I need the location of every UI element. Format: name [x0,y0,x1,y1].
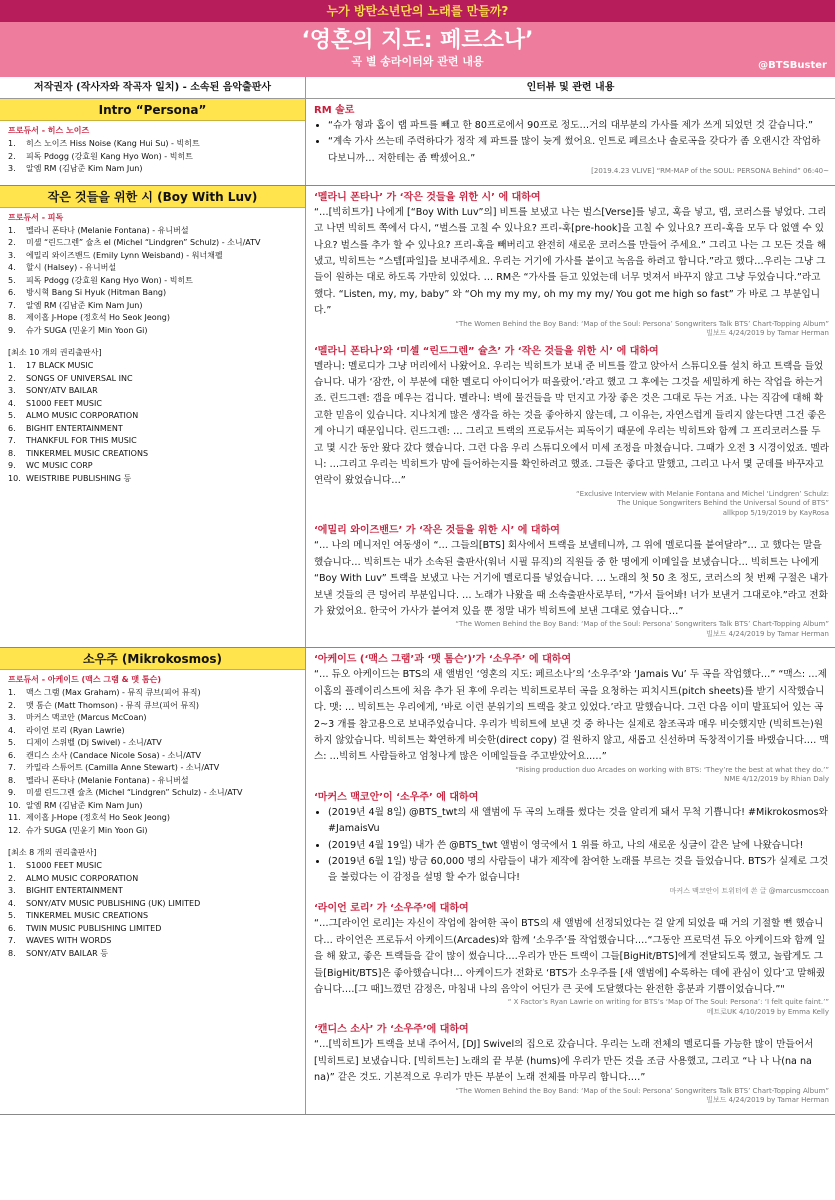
credit-number: 3. [8,164,16,173]
interview-heading: ‘아케이드 (‘맥스 그램’과 ‘맷 톰슨’)’가 ‘소우주’ 에 대하여 [314,654,572,666]
credit-name: 슈가 SUGA (민윤기 Min Yoon Gi) [26,825,148,835]
quote-bullet: • (2019년 4월 19일) 내가 쓴 @BTS_twt 앨범이 영국에서 1 위를 하고, 나의 새로운 싱글이 같은 날에 나왔습니다! [328,838,829,854]
credit-item [8,237,305,250]
credit-name: 알엠 RM (김남준 Kim Nam Jun) [26,800,143,810]
credit-name: 알엠 RM (김남준 Kim Nam Jun) [26,164,143,173]
interview-column [306,648,835,1113]
title-banner [0,22,835,77]
right-column-header: 인터뷰 및 관련 내용 [526,82,615,93]
credit-item [8,151,305,164]
rights-list [0,860,305,960]
interview-heading: RM 솔로 [314,105,355,116]
credit-item [8,825,305,838]
interview-block [314,104,829,177]
rights-item [8,385,305,398]
credit-name: 라이언 로리 (Ryan Lawrie) [26,725,125,735]
song-title: 작은 것들을 위한 시 (Boy With Luv) [0,186,305,208]
credit-item [8,325,305,338]
source-citation: “The Women Behind the Boy Band: ‘Map of the Soul: Persona’ Songwriters Talk BTS’ Chart-Topping Album” [455,319,829,328]
rights-item [8,885,305,898]
credit-name: 멜라니 폰타나 (Melanie Fontana) - 유니버설 [26,225,189,235]
column-header [0,77,835,99]
credit-name: 디제이 스위벨 (Dj Swivel) - 소니/ATV [26,738,162,748]
credit-item [8,225,305,238]
source-citation: NME 4/12/2019 by Rhian Daly [724,775,829,784]
quote-bullets [314,805,829,887]
credit-item [8,262,305,275]
rights-name: SONY/ATV BAILAR [26,386,98,396]
rights-number: 5. [8,911,16,921]
interview-block [314,524,829,639]
credit-item [8,287,305,300]
quote-text: “… 듀오 아케이드는 BTS의 새 앨범인 ‘영혼의 지도: 페르소나’의 ‘소우주’와 ‘Jamais Vu’ 두 곡을 작업했다…” “맥스: …제이홉의 플레이리스트에 처음 추가 된 후에 우리는 빅히트로부터 곡을 요청하는 피치시트(pitch sheets)를 받기 시작했습니다. 맷: … 빅히트는 우리에게, ‘바로 이런 분위기의 트랙을 찾고 있었다.’라고 말했습니다. 그런 다음 이미 발표되어 있는 곡 2~3 개를 참고용으로 보내주었습니다. 우리가 빅히트에 보낸 것 중 하나는 실제로 참조곡과 매우 비슷했지만 (빅히트는)원하지 않았습니다. 빅히트는 확연하게 비슷한(direct copy) 걸 원하지 않고, 새롭고 신선하며 독창적이기를 바랬습니다.… 맥스: …빅히트 사람들하고 엄청나게 많은 이메일들을 주고받았어요..…” [314,669,829,763]
rights-item [8,910,305,923]
rights-number: 5. [8,411,16,421]
credit-name: 슈가 SUGA (민윤기 Min Yoon Gi) [26,325,148,335]
producer-label: 프로듀서 - 피독 [8,212,64,222]
credit-name: 맷 톰슨 (Matt Thomson) - 뮤직 큐브(피어 뮤직) [26,700,200,710]
credit-name: 피독 Pdogg (강효원 Kang Hyo Won) - 빅히트 [26,275,193,285]
rights-item [8,473,305,486]
credit-list [0,687,305,837]
rights-item [8,423,305,436]
credit-item [8,163,305,176]
song-section [0,186,835,649]
rights-number: 4. [8,898,16,908]
rights-item [8,360,305,373]
credit-item [8,312,305,325]
credit-number: 12. [8,825,21,835]
rights-number: 4. [8,398,16,408]
rights-number: 7. [8,936,16,946]
source-citation: 메트로UK 4/10/2019 by Emma Kelly [706,1007,829,1016]
rights-heading: [최소 8 개의 권리출판사] [8,848,97,858]
interview-column [306,99,835,185]
credit-name: 맥스 그램 (Max Graham) - 뮤직 큐브(피어 뮤직) [26,688,201,698]
credit-number: 2. [8,700,16,710]
credit-item [8,800,305,813]
rights-name: SONY/ATV BAILAR 등 [26,948,108,958]
credit-number: 6. [8,750,16,760]
rights-item [8,860,305,873]
credit-item [8,687,305,700]
source-citation: “Exclusive Interview with Melanie Fontana and Michel ‘Lindgren’ Schulz: [576,489,829,498]
credit-item [8,300,305,313]
left-column-header: 저작권자 (작사자와 작곡자 일치) - 소속된 음악출판사 [0,77,306,98]
credit-item [8,700,305,713]
credit-number: 8. [8,775,16,785]
credit-name: 에밀리 와이즈밴드 (Emily Lynn Weisband) - 워너채펠 [26,250,223,260]
credit-number: 9. [8,788,16,798]
rights-name: S1000 FEET MUSIC [26,861,102,871]
rights-name: S1000 FEET MUSIC [26,398,102,408]
credit-number: 5. [8,275,16,285]
credit-number: 11. [8,813,21,823]
rights-number: 2. [8,373,16,383]
credit-name: 히스 노이즈 Hiss Noise (Kang Hui Su) - 빅히트 [26,139,200,148]
credit-name: 마커스 맥코안 (Marcus McCoan) [26,713,147,723]
credit-item [8,712,305,725]
producer-label: 프로듀서 - 아케이드 (맥스 그램 & 맷 톰슨) [8,675,162,685]
source-citation: 빌보드 4/24/2019 by Tamar Herman [706,329,829,338]
rights-name: SONGS OF UNIVERSAL INC [26,373,133,383]
rights-name: WEISTRIBE PUBLISHING 등 [26,473,132,483]
rights-name: WAVES WITH WORDS [26,936,112,946]
song-title: 소우주 (Mikrokosmos) [0,648,305,670]
credit-number: 1. [8,688,16,698]
rights-name: TWIN MUSIC PUBLISHING LIMITED [26,923,162,933]
credits-column [0,99,306,185]
song-title: Intro “Persona” [0,99,305,121]
credit-name: 할시 (Halsey) - 유니버설 [26,263,117,273]
source-citation: 마커스 맥코안이 트위터에 쓴 글 @marcusmccoan [669,886,829,895]
credit-number: 3. [8,250,16,260]
credit-name: 미셸 린드그렌 슐츠 (Michel “Lindgren” Schulz) - 소니/ATV [26,788,243,798]
rights-number: 6. [8,423,16,433]
rights-item [8,448,305,461]
rights-item [8,398,305,411]
credit-item [8,275,305,288]
rights-name: TINKERMEL MUSIC CREATIONS [26,911,149,921]
credit-item [8,737,305,750]
rights-item [8,935,305,948]
rights-list [0,360,305,485]
interview-block [314,902,829,1017]
source-citation: allkpop 5/19/2019 by KayRosa [722,508,829,517]
credit-number: 4. [8,725,16,735]
song-section [0,99,835,186]
rights-name: THANKFUL FOR THIS MUSIC [26,436,137,446]
rights-number: 6. [8,923,16,933]
rights-number: 8. [8,948,16,958]
interview-heading: ‘에밀리 와이즈밴드’ 가 ‘작은 것들을 위한 시’ 에 대하여 [314,525,560,537]
credit-number: 3. [8,713,16,723]
quote-text: “…[빅히트]가 트랙을 보내 주어서, [DJ] Swivel의 집으로 갔습니다. 우리는 노래 전체의 멜로디를 가능한 많이 만들어서 [빅히트로] 보냈습니다. [빅히트는] 노래의 끝 부분 (hums)에 우리가 만든 것을 조금 사용했고, 그리고 “나 나 나(na na na)” 같은 것도. 기본적으로 우리가 만든 부분이 노래 전체를 마무리 합니다.…” [314,1039,814,1084]
quote-text: 멜라니: 멜로디가 그냥 머리에서 나왔어요. 우리는 빅히트가 보내 준 비트를 깔고 앉아서 스튜디오를 설치 하고 트랙을 들었습니다. 내가 ‘잠깐, 이 부분에 대한 멜로디 아이디어가 떠올랐어.’라고 했고 그 후에는 그것을 세밀하게 하는 작업을 하는거죠. 린드그렌: 갭을 메우는 겁니다. 멜라니: 벽에 물건들을 막 던지고 가장 좋은 것은 그대로 두는 거죠. 나는 직감에 대해 확고한 믿음이 있습니다. 지나치게 많은 생각을 하는 것을 좋아하지 않는데, 그 이유는, 자연스럽게 들리지 않는다면 그건 좋은게 아니기 때문입니다. 린드그렌: … 그리고 트랙의 프로듀서는 피독이기 때문에 우리는 빅히트와 함께 그 프리코러스를 두고 몇 시간 동안 왔다 갔다 했습니다. 그런 다음 우리 스튜디오에서 미세 조정을 마쳤습니다. 그때가 오전 3 시경이었죠. 멜라니: …그리고 우리는 빅히트가 맘에 들어하는지를 확인하려고 했죠. 그들은 좋다고 말했고, 그리고 나서 몇 군데를 바꾸자고 연락이 왔었습니다…” [314,360,829,487]
credit-name: 미셸 “린드그렌” 슐츠 el (Michel “Lindgren” Schulz) - 소니/ATV [26,238,261,248]
credit-number: 4. [8,263,16,273]
source-citation: The Unique Songwriters Behind the Universal Sound of BTS” [617,499,829,508]
credit-number: 9. [8,325,16,335]
interview-heading: ‘라이언 로리’ 가 ‘소우주’에 대하여 [314,903,469,915]
quote-bullet: • (2019년 6월 1일) 방금 60,000 명의 사람들이 내가 제작에 참여한 노래를 부르는 것을 들었습니다. BTS가 실제로 그것을 불렀다는 이 감정을 설명 할 수가 없습니다! [328,854,829,887]
credit-item [8,138,305,151]
rights-number: 7. [8,436,16,446]
credit-number: 8. [8,313,16,323]
quote-text: “… 나의 메니저인 여동생이 “… 그들의[BTS] 회사에서 트랙을 보낼테니까, 그 위에 멜로디를 붙여달라”… 고 했다는 말을 했습니다… 빅히트는 내가 소속된 출판사(워너 시필 뮤직)의 직원들 중 한 명에게 이메일을 보냈습니다… 빅히트는 나에게 “Boy With Luv” 트랙을 보냈고 나는 거기에 멜로디를 넣었습니다. … 노래의 첫 50 초 정도, 코러스의 첫 번째 구절은 내가 보낸 것들의 큰 덩어리 부분입니다. … 노래가 나왔을 때 소속출판사로부터, “가서 들어봐! 너가 보낸거 그대로야.”라고 전화가 왔었어요. 한국어 가사가 붙여져 있을 뿐 정말 내가 빅히트에 보낸 그대로 였습니다…” [314,540,828,617]
credit-name: 멜라니 폰타나 (Melanie Fontana) - 유니버설 [26,775,189,785]
quote-bullet: • (2019년 4월 8일) @BTS_twt의 새 앨범에 두 곡의 노래를 썼다는 것을 알리게 돼서 무척 기쁩니다! #Mikrokosmos와 #JamaisVu [328,805,829,838]
source-citation: 빌보드 4/24/2019 by Tamar Herman [706,629,829,638]
source-citation: “Rising production duo Arcades on working with BTS: ‘They’re the best at what they do.’” [515,765,829,774]
quote-text: “…그[라이언 로리]는 자신이 작업에 참여한 곡이 BTS의 새 앨범에 선정되었다는 걸 알게 되었을 때 거의 기절할 뻔 했습니다… 라이언은 프로듀서 아케이드(Arcades)와 함께 ‘소우주’를 작업했습니다.…“그동안 프로덕션 듀오 아케이드와 함께 일을 해 왔고, 좋은 트랙들을 같이 많이 썼습니다.…우리가 만든 트랙이 그들[BigHit/BTS]에게 전달되도록 했고, 놀랍게도 그들[BigHit/BTS]은 좋아했습니다!… 아케이드가 전화로 ‘BTS가 소우주를 [새 앨범에] 수록하는 데에 관심이 있다’고 말해줬습니다.…[그 때]느꼈던 감정은, 마침내 나의 음악이 어딘가 큰 곳에 도달했다는 완전한 흥분과 기쁨이었습니다.”" [314,918,826,995]
credit-name: 제이홉 J-Hope (정호석 Ho Seok Jeong) [26,813,170,823]
top-banner: 누가 방탄소년단의 노래를 만들까? [0,0,835,22]
quote-bullets [314,118,829,167]
rights-name: ALMO MUSIC CORPORATION [26,873,139,883]
rights-number: 3. [8,886,16,896]
credit-list [0,225,305,338]
interview-heading: ‘캔디스 소사’ 가 ‘소우주’에 대하여 [314,1024,469,1036]
credit-name: 방시혁 Bang Si Hyuk (Hitman Bang) [26,288,167,298]
rights-name: BIGHIT ENTERTAINMENT [26,423,123,433]
rights-item [8,460,305,473]
rights-item [8,373,305,386]
rights-name: SONY/ATV MUSIC PUBLISHING (UK) LIMITED [26,898,201,908]
rights-name: WC MUSIC CORP [26,461,93,471]
rights-number: 1. [8,361,16,371]
rights-item [8,948,305,961]
interview-block [314,1023,829,1105]
interview-heading: ‘멜라니 폰타나’와 ‘미셸 “린드그렌” 슐츠’ 가 ‘작은 것들을 위한 시’ 에 대하여 [314,345,659,357]
credit-number: 5. [8,738,16,748]
rights-number: 10. [8,473,21,483]
twitter-handle: @BTSBuster [758,60,827,71]
rights-name: ALMO MUSIC CORPORATION [26,411,139,421]
credit-number: 2. [8,151,16,161]
rights-name: TINKERMEL MUSIC CREATIONS [26,448,149,458]
credit-item [8,787,305,800]
quote-bullet: • “슈가 형과 홉이 랩 파트를 빼고 한 80프로에서 90프로 정도…거의 대부분의 가사를 제가 쓰게 되었던 것 같습니다.” [328,118,829,134]
credits-column [0,648,306,1113]
rights-item [8,873,305,886]
page-subtitle: 곡 별 송라이터와 관련 내용 [351,55,484,68]
producer-label: 프로듀서 - 히스 노이즈 [8,126,90,135]
credit-item [8,725,305,738]
rights-number: 3. [8,386,16,396]
source-citation: “ X Factor’s Ryan Lawrie on writing for BTS’s ‘Map Of The Soul: Persona’: ‘I felt quite faint.’” [507,998,829,1007]
credit-number: 7. [8,300,16,310]
interview-heading: ‘마커스 맥코안’이 ‘소우주’ 에 대하여 [314,791,479,803]
rights-name: 17 BLACK MUSIC [26,361,94,371]
credit-number: 7. [8,763,16,773]
quote-bullet: • “계속 가사 쓰는데 주력하다가 정작 제 파트를 많이 늦게 썼어요. 인트로 페르소나 솔로곡을 갖다가 좀 오랜시간 작업하다보니까… 저한테는 좀 빡셌어요.” [328,134,829,167]
credit-name: 캔디스 소사 (Candace Nicole Sosa) - 소니/ATV [26,750,201,760]
interview-heading: ‘멜라니 폰타나’ 가 ‘작은 것들을 위한 시’ 에 대하여 [314,191,541,203]
credit-number: 2. [8,238,16,248]
song-sections [0,99,835,1115]
quote-text: “…[빅히트가] 나에게 [“Boy With Luv”의] 비트를 보냈고 나는 벌스[Verse]를 넣고, 훅을 넣고, 랩, 코러스를 넣었다. 그리고 나면 빅히트 쪽에서 다시, “벌스를 고칠 수 있나요? 프리-훅[pre-hook]을 고칠 수 있나요? 프리-훅을 모두 다 없앨 수 있나요? 벌스를 추가 할 수 있나요? 프리-훅을 빼버리고 완전히 새로운 코러스를 만들어 주세요.” 그리고 나는 그 모든 것을 해냈고, 빅히트는 “스템[파일]을 보내주세요. 우리는 거기에 가사를 붙이고 녹음을 하려고 합니다.”라고 했다…우리는 그냥 그들이 원하는 대로 하도록 가만히 있었다. … RM은 “가사를 듣고 있었는데 너무 멋져서 바꾸지 않고 그냥 두었습니다.”라고 했다. “Listen, my, my, baby” 와 “Oh my my my, oh my my my/ You got me high so fast” 가 바로 그 부분입니다.” [314,206,827,317]
rights-item [8,410,305,423]
rights-number: 8. [8,448,16,458]
page-title: ‘영혼의 지도: 페르소나’ [301,28,534,53]
credit-item [8,250,305,263]
song-section [0,648,835,1114]
interview-block [314,345,829,519]
credit-number: 1. [8,225,16,235]
rights-heading: [최소 10 개의 권리출판사] [8,348,102,358]
credit-number: 6. [8,288,16,298]
interview-block [314,791,829,897]
rights-number: 2. [8,873,16,883]
credit-item [8,775,305,788]
source-citation: “The Women Behind the Boy Band: ‘Map of the Soul: Persona’ Songwriters Talk BTS’ Chart-Topping Album” [455,620,829,629]
credit-item [8,762,305,775]
credit-item [8,750,305,763]
credits-column [0,186,306,648]
credit-name: 알엠 RM (김남준 Kim Nam Jun) [26,300,143,310]
rights-name: BIGHIT ENTERTAINMENT [26,886,123,896]
source-citation: [2019.4.23 VLIVE] “RM-MAP of the SOUL: PERSONA Behind” 06:40~ [591,167,829,176]
rights-number: 9. [8,461,16,471]
rights-item [8,898,305,911]
credit-name: 카밀라 스튜어트 (Camilla Anne Stewart) - 소니/ATV [26,763,220,773]
interview-block [314,653,829,784]
credit-name: 피독 Pdogg (강효원 Kang Hyo Won) - 빅히트 [26,151,193,161]
source-citation: 빌보드 4/24/2019 by Tamar Herman [706,1096,829,1105]
credit-number: 1. [8,139,16,148]
interview-column [306,186,835,648]
credit-name: 제이홉 J-Hope (정호석 Ho Seok Jeong) [26,313,170,323]
interview-block [314,191,829,339]
rights-item [8,435,305,448]
rights-item [8,923,305,936]
credit-item [8,812,305,825]
credit-list [0,138,305,176]
rights-number: 1. [8,861,16,871]
credit-number: 10. [8,800,21,810]
source-citation: “The Women Behind the Boy Band: ‘Map of the Soul: Persona’ Songwriters Talk BTS’ Chart-Topping Album” [455,1086,829,1095]
